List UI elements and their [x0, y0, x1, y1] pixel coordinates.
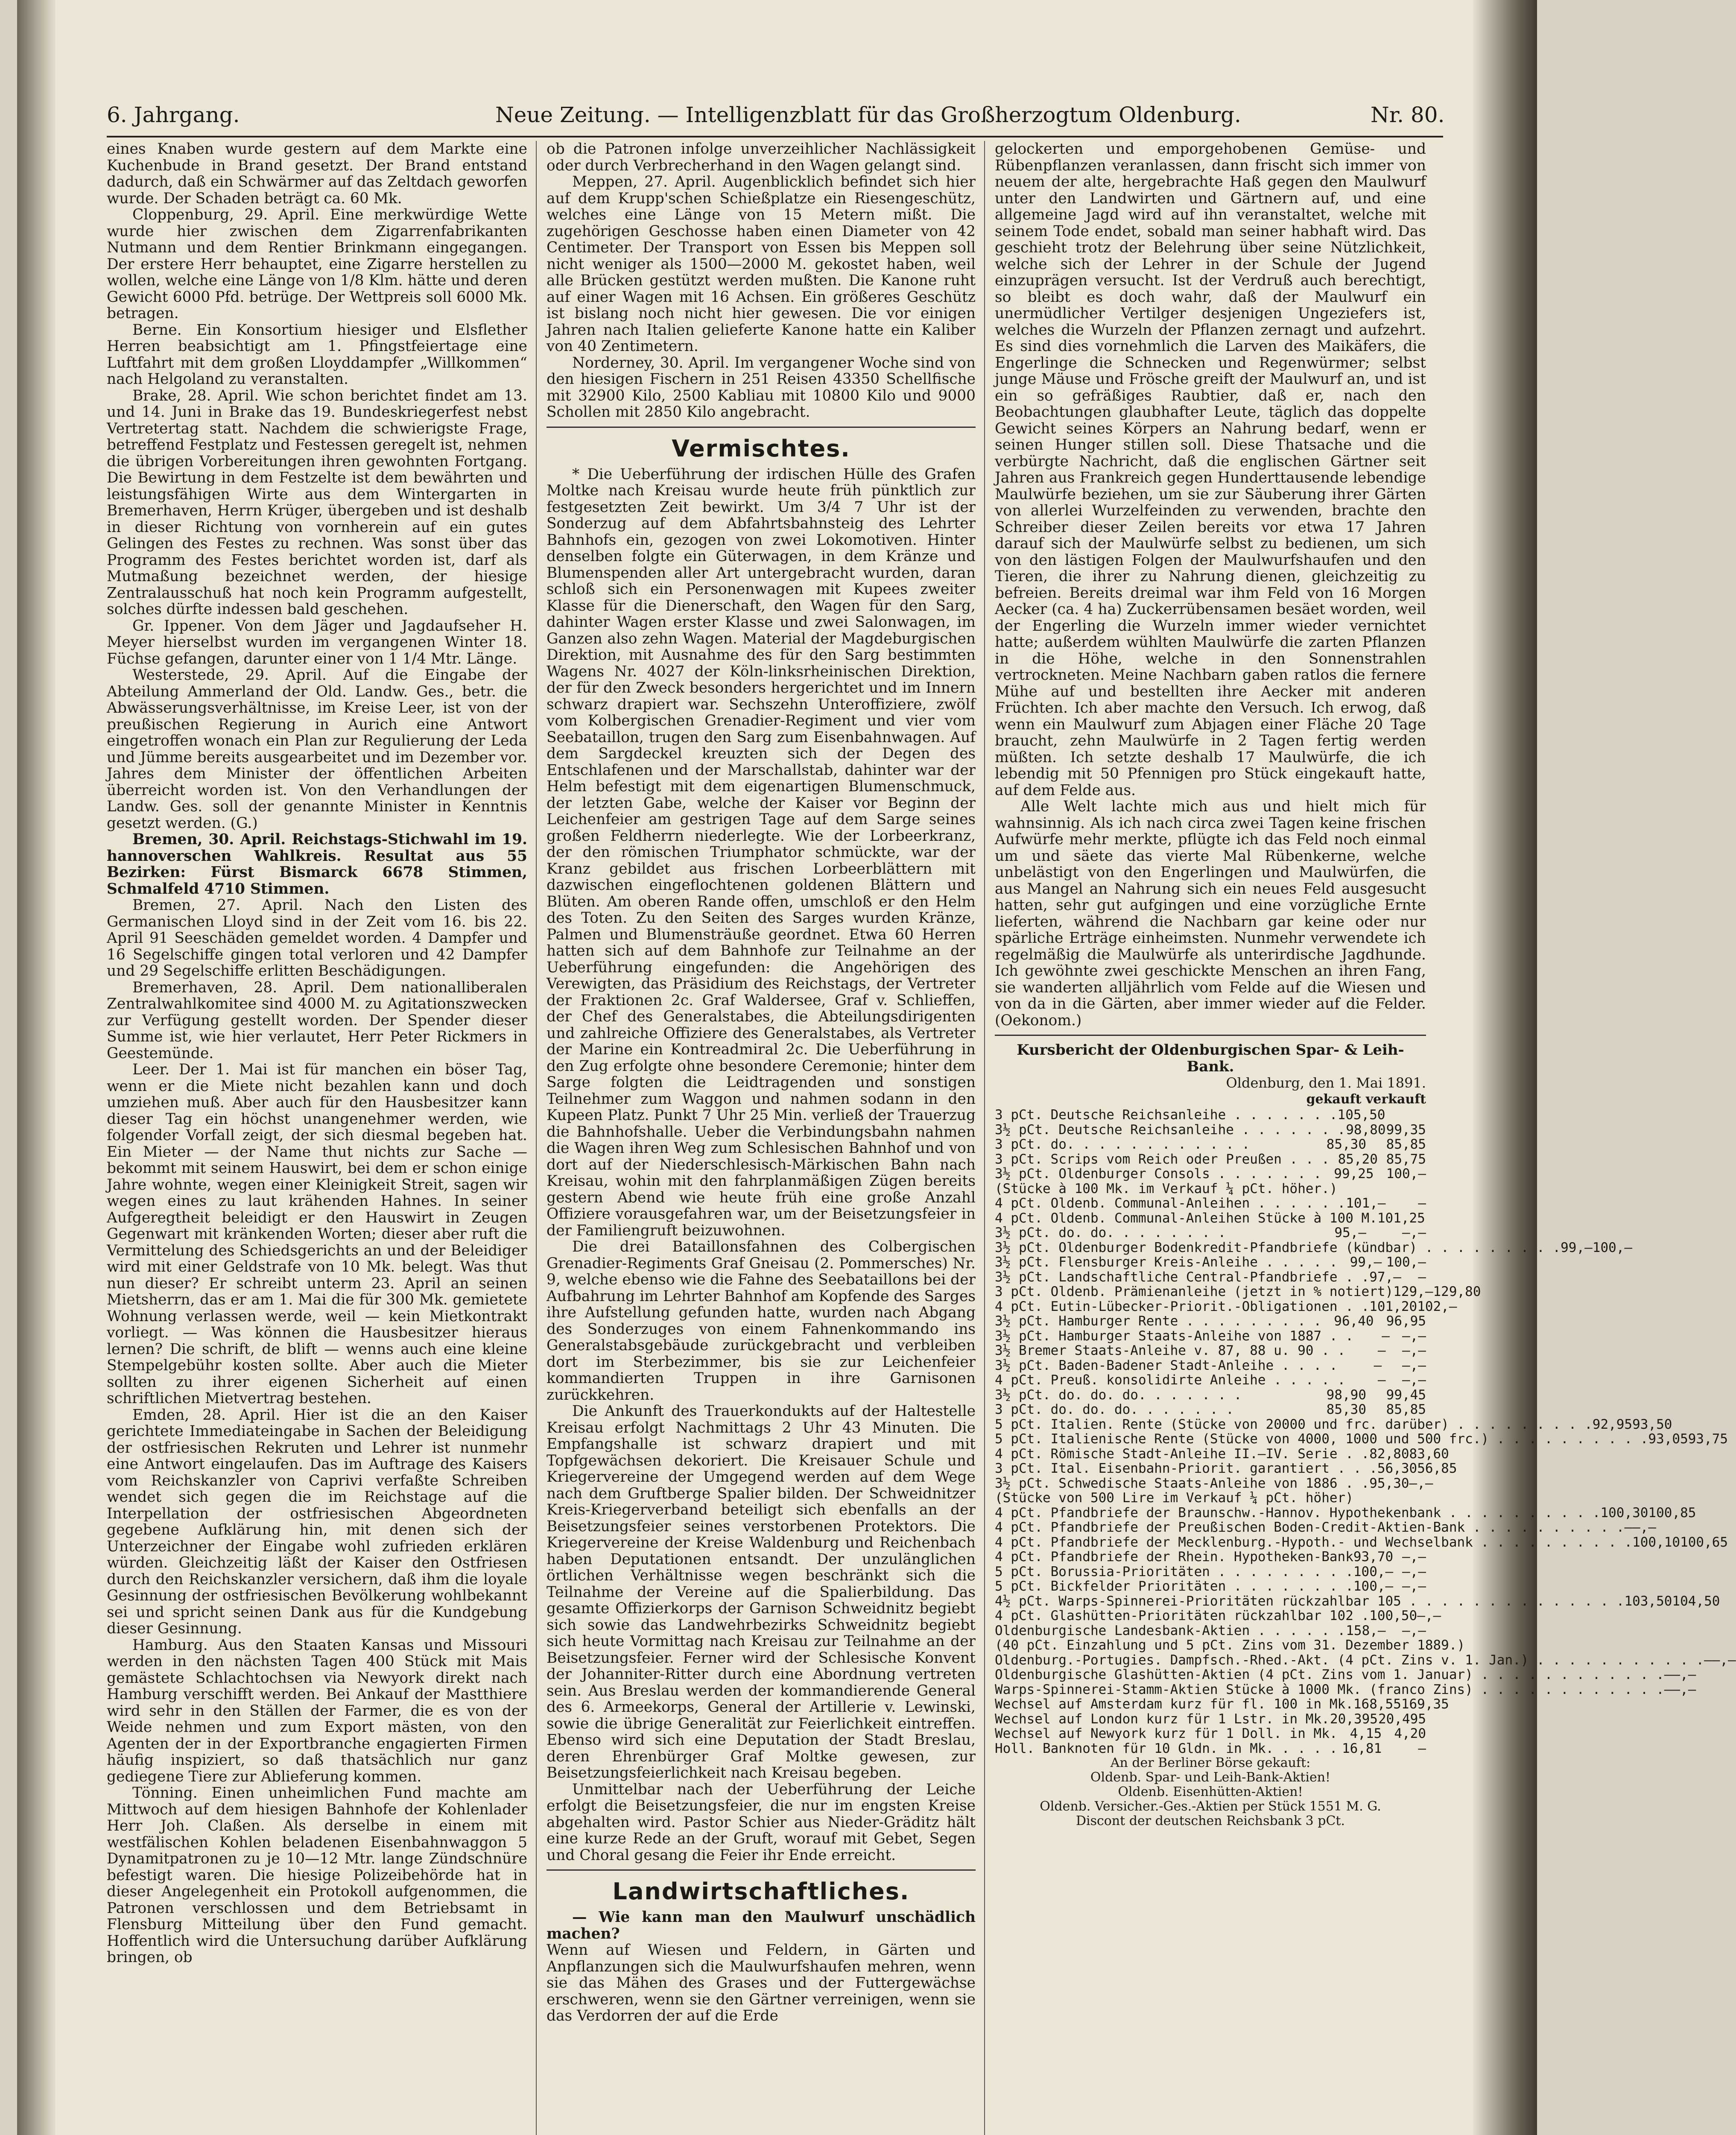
- sold-price: 100,—: [1592, 1240, 1633, 1255]
- security-name: 4 pCt. Oldenb. Communal-Anleihen . . . . . .: [995, 1196, 1346, 1211]
- security-name: 3 pCt. do. . . . . . . . . . . .: [995, 1137, 1250, 1152]
- security-name: (Stücke von 500 Lire im Verkauf ¼ pCt. höher): [995, 1490, 1353, 1506]
- table-row: [995, 1565, 1426, 1579]
- security-name: 3½ pCt. Schwedische Staats-Anleihe von 1886 . .: [995, 1475, 1370, 1491]
- article-bremen: Bremen, 27. April. Nach den Listen des Germanischen Lloyd sind in der Zeit vom 16. bis 22. April 91 Seeschäden gemeldet worden. 4 Dampfer und 16 Segelschiffe gingen total verloren und 42 Dampfer und 29 Segelschiffe erlitten Beschädigungen.: [107, 897, 527, 980]
- column-1: [107, 141, 527, 2135]
- sold-price: 56,85: [1417, 1461, 1457, 1476]
- bought-price: 95,—: [1334, 1225, 1366, 1240]
- security-name: 4 pCt. Pfandbriefe der Braunschw.-Hannov. Hypothekenbank . . . . . . . . . .: [995, 1505, 1601, 1521]
- bought-price: 99,—: [1350, 1255, 1382, 1270]
- sold-price: [1390, 1491, 1426, 1506]
- table-row: [995, 1491, 1426, 1506]
- sold-price: —: [1418, 1740, 1426, 1756]
- table-row: [995, 1182, 1426, 1196]
- table-row: [995, 1534, 1728, 1550]
- security-name: 3 pCt. Deutsche Reichsanleihe . . . . . . .: [995, 1107, 1338, 1123]
- security-name: 3½ pCt. Flensburger Kreis-Anleihe . . . . .: [995, 1255, 1338, 1270]
- book-gutter: [17, 0, 56, 2135]
- column-divider: [536, 141, 537, 2135]
- sold-price: 83,60: [1409, 1446, 1449, 1462]
- security-name: 4 pCt. Eutin-Lübecker-Priorit.-Obligationen . .: [995, 1299, 1370, 1314]
- table-row: [995, 1638, 1465, 1653]
- bought-price: [1338, 1182, 1382, 1196]
- bought-price: —: [1664, 1667, 1672, 1682]
- section-rule: [547, 427, 976, 428]
- sold-price: —,—: [1402, 1623, 1426, 1638]
- table-row: [995, 1475, 1433, 1491]
- bought-price: 98,90: [1326, 1387, 1366, 1403]
- table-row: [995, 1314, 1426, 1329]
- article-maulwurf-continued: gelockerten und emporgehobenen Gemüse- und Rübenpflanzen veranlassen, dann frischt sich immer von neuem der alte, hergebrachte Haß gegen den Maulwurf unter den Landwirten und Gärtnern auf, und eine allgemeine Jagd wird auf ihn veranstaltet, welche mit seinem Tode endet, sobald man seiner habhaft wird. Das geschieht trotz der Belehrung über seine Nützlichkeit, welche sich der Lehrer in der Schule der Jugend einzuprägen versucht. Ist der Verdruß auch berechtigt, so bleibt es doch wahr, daß der Maulwurf ein unermüdlicher Vertilger desjenigen Ungeziefers ist, welches die Wurzeln der Pflanzen zernagt und aufzehrt. Es sind dies vornehmlich die Larven des Maikäfers, die Engerlinge die Schnecken und Regenwürmer; selbst junge Mäuse und Frösche greift der Maulwurf an, und ist ein so gefräßiges Raubtier, daß er, nach den Beobachtungen glaubhafter Leute, täglich das doppelte Gewicht seines Körpers an Nahrung bedarf, wenn er seinen Hunger stillen soll. Diese Thatsache und die verbürgte Nachricht, daß die englischen Gärtner seit Jahren aus Frankreich gegen Hunderttausende lebendige Maulwürfe beziehen, um sie zur Säuberung ihrer Gärten von allerlei Wurzelfeinden zu verwenden, brachte den Schreiber dieser Zeilen bereits vor etwa 17 Jahren darauf sich der Maulwürfe selbst zu bedienen, um sich von den lästigen Folgen der Maulwurfshaufen und den Tieren, die ihrer zu Nahrung dienen, gleichzeitig zu befreien. Bereits dreimal war ihm Feld von 16 Morgen Aecker (ca. 4 ha) Zuckerrübensamen besäet worden, weil der Engerling die Wurzeln immer wieder vernichtet hatte; außerdem wühlten Maulwürfe die zarten Pflanzen in die Höhe, welche in den Sonnenstrahlen vertrockneten. Meine Nachbarn gaben ratlos die fernere Mühe auf und bestellten ihre Aecker mit anderen Früchten. Ich aber machte den Versuch. Ich erwog, daß wenn ein Maulwurf zum Abjagen einer Fläche 20 Tage braucht, zehn Maulwürfe in 2 Tagen fertig werden müßten. Ich setzte deshalb 17 Maulwürfe, die ich lebendig mit 50 Pfennigen pro Stück eingekauft hatte, auf dem Felde aus.: [995, 140, 1426, 799]
- article-moltke-transfer: * Die Ueberführung der irdischen Hülle des Grafen Moltke nach Kreisau wurde heute früh pünktlich zur festgesetzten Zeit bewirkt. Um 3/4 7 Uhr ist der Sonderzug auf dem Abfahrtsbahnsteig des Lehrter Bahnhofs ein, gezogen von zwei Lokomotiven. Hinter denselben folgte ein Güterwagen, in dem Kränze und Blumenspenden aller Art untergebracht wurden, daran schloß sich ein Personenwagen mit Kupees zweiter Klasse für die Dienerschaft, den Wagen für den Sarg, dahinter Wagen erster Klasse und zwei Salonwagen, im Ganzen also zehn Wagen. Material der Magdeburgischen Direktion, mit Ausnahme des für den Sarg bestimmten Wagens Nr. 4027 der Köln-linksrheinischen Direktion, der für den Zweck besonders hergerichtet und im Innern schwarz drapiert war. Sechszehn Unteroffiziere, zwölf vom Kolbergischen Grenadier-Regiment und vier vom Seebataillon, trugen den Sarg zum Eisenbahnwagen. Auf dem Sargdeckel kreuzten sich der Degen des Entschlafenen und der Marschallstab, dahinter war der Helm befestigt mit dem eigenartigen Blumenschmuck, der letzten Gabe, welche der Kaiser vor Beginn der Leichenfeier am gestrigen Tage auf dem Sarge seines großen Feldherrn niederlegte. Wie der Lorbeerkranz, der den römischen Triumphator schmückte, war der Kranz gebildet aus frischen Lorbeerblättern mit dazwischen eingeflochtenen goldenen Blättern und Blüten. Am oberen Rande offen, umschloß er den Helm des Toten. Zu den Seiten des Sarges wurden Kränze, Palmen und Blumensträuße geordnet. Etwa 60 Herren hatten sich auf dem Bahnhofe zur Teilnahme an der Ueberführung eingefunden: die Angehörigen des Verewigten, das Präsidium des Reichstags, der Vertreter der Fraktionen 2c. Graf Waldersee, Graf v. Schlieffen, der Chef des Generalstabes, die Abteilungsdirigenten und zahlreiche Offiziere des Generalstabes, als Vertreter der Marine ein Kontreadmiral 2c. Die Ueberführung in den Zug erfolgte ohne besondere Ceremonie; hinter dem Sarge folgten die Leidtragenden und sonstigen Teilnehmer zum Waggon und nahmen sodann in den Kupeen Platz. Punkt 7 Uhr 25 Min. verließ der Trauerzug die Bahnhofshalle. Ueber die Verbindungsbahn nahmen die Wagen ihren Weg zum Schlesischen Bahnhof und von dort auf der Niederschlesisch-Märkischen Bahn nach Kreisau, wohin mit den fahrplanmäßigen Zügen bereits gestern Abend wie heute früh eine große Anzahl Offiziere vorausgefahren war, um der Beisetzungsfeier in der Familiengruft beizuwohnen.: [547, 465, 976, 1239]
- article-paragraph: ob die Patronen infolge unverzeihlicher Nachlässigkeit oder durch Verbrecherhand in den Wagen gelangt sind.: [547, 140, 976, 174]
- article-leer: Leer. Der 1. Mai ist für manchen ein böser Tag, wenn er die Miete nicht bezahlen kann und doch umziehen muß. Aber auch für den Hausbesitzer kann dieser Tag ein höchst unangenehmer werden, wie folgender Vorfall zeigt, der sich diesmal begeben hat. Ein Mieter — der Name thut nichts zur Sache — bekommt mit seinem Hauswirt, bei dem er schon einige Jahre wohnte, wegen einer Kleinigkeit Streit, sagen wir wegen eines zu laut krähenden Hahnes. In seiner Aufgeregtheit beleidigt er den Hauswirt in Zeugen Gegenwart mit kränkenden Worten; dieser aber ruft die Vermittelung des Schiedsgerichts an und der Beleidiger wird mit einer Geldstrafe von 10 Mk. belegt. Was thut nun dieser? Er schreibt unterm 23. April an seinen Mietsherrn, das er am 1. Mai die für 300 Mk. gemietete Wohnung verlassen werde, weil — kein Mietkontrakt vorliegt. — Was können die Hausbesitzer hieraus lernen? Die schrift, de blift — wenns auch eine kleine Stempelgebühr kosten sollte. Aber auch die Mieter sollten zu ihrer eigenen Sicherheit auf einen schriftlichen Mietvertrag bestehen.: [107, 1061, 527, 1407]
- bought-price: 20,395: [1330, 1711, 1378, 1727]
- security-name: 4 pCt. Pfandbriefe der Mecklenburg.-Hypoth.- und Wechselbank . . . . . . . . . .: [995, 1534, 1633, 1550]
- sold-price: 85,85: [1386, 1402, 1426, 1417]
- bought-price: 105,50: [1337, 1107, 1385, 1123]
- bought-price: 99,25: [1334, 1166, 1374, 1182]
- sold-price: 104,50: [1672, 1593, 1720, 1609]
- table-row: [995, 1255, 1426, 1270]
- sold-price: —,—: [1417, 1608, 1441, 1623]
- table-row: [995, 1520, 1657, 1535]
- table-row: [995, 1270, 1426, 1285]
- bought-price: 85,20: [1338, 1151, 1378, 1167]
- bought-price: 100,50: [1369, 1608, 1417, 1623]
- article-emden: Emden, 28. April. Hier ist die an den Kaiser gerichtete Immediateingabe in Sachen der Beleidigung der ostfriesischen Rekruten und Lehrer ist nunmehr eine Antwort eingelaufen. Das im Auftrage des Kaisers vom Reichskanzler von Caprivi verfaßte Schreiben wendet sich gegen die im Reichstage auf die Interpellation der ostfriesischen Abgeordneten gegebene Aufklärung hin, mit denen sich der Unterzeichner der Eingabe wohl zufrieden erklären würden. Gleichzeitig läßt der Kaiser den Ostfriesen durch den Reichskanzler versichern, daß ihm die loyale Gesinnung der ostfriesischen Bevölkerung wohlbekannt sei und spricht seinen Dank aus für die Kundgebung dieser Gesinnung.: [107, 1406, 527, 1637]
- security-name: Wechsel auf Amsterdam kurz für fl. 100 in Mk.: [995, 1696, 1353, 1712]
- table-row: [995, 1623, 1426, 1638]
- security-name: 4 pCt. Preuß. konsolidirte Anleihe . . . . .: [995, 1372, 1346, 1388]
- sold-price: 100,85: [1648, 1505, 1696, 1521]
- table-row: [995, 1108, 1426, 1123]
- table-row: [995, 1431, 1728, 1447]
- bought-price: —: [1377, 1372, 1386, 1388]
- article-bataillonsfahnen: Die drei Bataillonsfahnen des Colbergischen Grenadier-Regiments Graf Gneisau (2. Pommersches) Nr. 9, welche ebenso wie die Fahne des Seebataillons bei der Aufbahrung im Lehrter Bahnhof am Kopfende des Sarges ihre Aufstellung gefunden hatte, wurden nach Abgang des Sonderzuges von einem Fahnenkommando ins Generalstabsgebäude zurückgebracht und verbleiben dort im Sterbezimmer, bis sie zur Leichenfeier kommandierten Truppen in ihre Garnisonen zurückkehren.: [547, 1238, 976, 1404]
- sold-price: 100,—: [1386, 1255, 1426, 1270]
- article-norderney: Norderney, 30. April. Im vergangener Woche sind von den hiesigen Fischern in 251 Reisen 43350 Schellfische mit 32900 Kilo, 2500 Kabliau mit 10800 Kilo und 9000 Schollen mit 2850 Kilo angebracht.: [547, 354, 976, 421]
- article-gr-ippener: Gr. Ippener. Von dem Jäger und Jagdaufseher H. Meyer hierselbst wurden im vergangenen Winter 18. Füchse gefangen, darunter einer von 1 1/4 Mtr. Länge.: [107, 617, 527, 667]
- article-berne: Berne. Ein Konsortium hiesiger und Elsflether Herren beabsichtigt am 1. Pfingstfeiertage eine Luftfahrt mit dem großen Lloyddampfer „Willkommen“ nach Helgoland zu veranstalten.: [107, 321, 527, 388]
- table-row: [995, 1579, 1426, 1594]
- sold-price: —,—: [1402, 1328, 1426, 1344]
- security-name: 4½ pCt. Warps-Spinnerei-Prioritäten rückzahlbar 105 . . . . . . . . . . . . . .: [995, 1593, 1625, 1609]
- bought-price: 158,—: [1346, 1623, 1386, 1638]
- sold-price: 100,65: [1680, 1534, 1728, 1550]
- security-name: 3½ pCt. Hamburger Staats-Anleihe von 1887 . .: [995, 1328, 1353, 1344]
- article-cloppenburg: Cloppenburg, 29. April. Eine merkwürdige Wette wurde hier zwischen dem Zigarrenfabrikanten Nutmann und dem Rentier Brinkmann eingegangen. Der erstere Herr behauptet, eine Zigarre herstellen zu wollen, welche eine Länge von 1/8 Klm. hätte und deren Gewicht 6000 Pfd. betrüge. Der Wettpreis soll 6000 Mk. betragen.: [107, 206, 527, 322]
- security-name: 5 pCt. Italienische Rente (Stücke von 4000, 1000 und 500 frc.) . . . . . . . . . .: [995, 1431, 1648, 1447]
- table-row: [995, 1123, 1426, 1138]
- bought-price: —: [1382, 1328, 1390, 1344]
- sold-price: [1425, 1211, 1426, 1226]
- bought-price: [1353, 1491, 1390, 1506]
- sold-price: 96,95: [1386, 1313, 1426, 1329]
- security-name: 3½ pCt. do. do. do. . . . . . .: [995, 1387, 1242, 1403]
- table-row: [995, 1299, 1457, 1314]
- table-row: [995, 1696, 1449, 1712]
- bought-price: 95,30: [1369, 1475, 1409, 1491]
- bought-price: 100,—: [1353, 1564, 1394, 1579]
- security-name: 4 pCt. Pfandbriefe der Preußischen Boden-Credit-Aktien-Bank . . . . . . . . . .: [995, 1520, 1625, 1535]
- security-name: 5 pCt. Borussia-Prioritäten . . . . . . . . .: [995, 1564, 1353, 1579]
- bought-price: 96,40: [1334, 1313, 1374, 1329]
- sold-price: 129,80: [1433, 1284, 1481, 1299]
- bought-price: 100,—: [1353, 1579, 1394, 1594]
- security-name: (40 pCt. Einzahlung und 5 pCt. Zins vom 31. Dezember 1889.): [995, 1638, 1465, 1653]
- article-toenning: Tönning. Einen unheimlichen Fund machte am Mittwoch auf dem hiesigen Bahnhofe der Kohlenlader Herr Joh. Claßen. Als derselbe in einem mit westfälischen Kohlen beladenen Eisenbahnwaggon 5 Dynamitpatronen zu je 10—12 Mtr. lange Zündschnüre befestigt waren. Die hiesige Polizeibehörde hat in dieser Angelegenheit ein Protokoll aufgenommen, die Patronen verschlossen und dem Betriebsamt in Flensburg Mitteilung über den Fund gemacht. Hoffentlich wird die Untersuchung darüber Aufklärung bringen, ob: [107, 1784, 527, 1966]
- security-name: 4 pCt. Römische Stadt-Anleihe II.—IV. Serie . .: [995, 1446, 1370, 1462]
- section-rule: [547, 1869, 976, 1871]
- security-name: 3½ pCt. Landschaftliche Central-Pfandbriefe . .: [995, 1269, 1370, 1285]
- article-paragraph: eines Knaben wurde gestern auf dem Markte eine Kuchenbude in Brand gesetzt. Der Brand entstand dadurch, daß ein Schwärmer auf das Zeltdach geworfen wurde. Der Schaden beträgt ca. 60 Mk.: [107, 140, 527, 207]
- bought-price: 16,81: [1341, 1740, 1382, 1756]
- article-maulwurf-conclusion: Alle Welt lachte mich aus und hielt mich für wahnsinnig. Als ich nach circa zwei Tagen keine frischen Aufwürfe mehr merkte, pflügte ich das Feld noch einmal um und säete das vierte Mal Rübenkerne, welche unbelästigt von den Engerlingen und Maulwürfen, die aus Mangel an Nahrung sich ein neues Feld ausgesucht hatten, sehr gut aufgingen und eine vorzügliche Ernte lieferten, während die Nachbarn gar keine oder nur spärliche Erträge einheimsten. Nunmehr verwendete ich regelmäßig die Maulwürfe als unterirdische Jagdhunde. Ich gewöhnte zwei geschickte Menschen an ihren Fang, sie wanderten alljährlich vom Felde auf die Wiesen und von da in die Gärten, aber immer wieder auf die Felder. (Oekonom.): [995, 798, 1426, 1029]
- security-name: Wechsel auf Newyork kurz für 1 Doll. in Mk.: [995, 1726, 1338, 1741]
- market-report-footer: [995, 1756, 1426, 1828]
- market-report-date: Oldenburg, den 1. Mai 1891.: [1226, 1075, 1426, 1091]
- sold-price: [1382, 1182, 1426, 1196]
- security-name: 5 pCt. Italien. Rente (Stücke von 20000 und frc. darüber) . . . . . . . . .: [995, 1416, 1593, 1432]
- column-divider: [984, 141, 985, 2135]
- table-row: [995, 1608, 1441, 1623]
- article-kreisau-arrival: Die Ankunft des Trauerkondukts auf der Haltestelle Kreisau erfolgt Nachmittags 2 Uhr 43 Minuten. Die Empfangshalle ist schwarz drapiert und mit Topfgewächsen dekoriert. Die Kreisauer Schule und Kriegervereine der Umgegend werden auf dem Wege nach dem Gruftberge Spalier bilden. Der Schweidnitzer Kreis-Kriegerverband beteiligt sich ebenfalls an der Beisetzungsfeier seines verstorbenen Protektors. Die Kriegervereine der Kreise Waldenburg und Reichenbach haben Deputationen entsandt. Der unzulänglichen örtlichen Verhältnisse wegen beschränkt sich die Teilnahme der Vereine auf die Spalierbildung. Das gesamte Offizierkorps der Garnison Schweidnitz begiebt sich sowie das Landwehrbezirks Schweidnitz begiebt sich heute Vormittag nach Kreisau zur Teilnahme an der Beisetzungsfeier. Ferner wird der Schlesische Konvent der Johanniter-Ritter durch eine Abordnung vertreten sein. Aus Breslau werden der kommandierende General des 6. Armeekorps, General der Artillerie v. Lewinski, sowie die übrige Generalität zur Feierlichkeit eintreffen. Ebenso wird sich eine Deputation der Stadt Breslau, deren Ehrenbürger Graf Moltke gewesen, zur Beisetzungsfeierlichkeit nach Kreisau begeben.: [547, 1403, 976, 1781]
- security-name: Oldenburgische Landesbank-Aktien . . . . . .: [995, 1623, 1346, 1638]
- table-row: [995, 1682, 1696, 1697]
- security-name: 3 pCt. do. do. do. . . . . . .: [995, 1402, 1234, 1417]
- security-name: 3½ pCt. Hamburger Rente . . . . . . . . .: [995, 1313, 1322, 1329]
- security-name: 4 pCt. Glashütten-Prioritäten rückzahlbar 102 .: [995, 1608, 1370, 1623]
- article-subtitle-maulwurf: — Wie kann man den Maulwurf unschädlich machen?: [547, 1909, 976, 1942]
- sold-price: 4,20: [1394, 1726, 1426, 1741]
- table-row: [995, 1329, 1426, 1344]
- sold-price: 100,—: [1386, 1166, 1426, 1182]
- sold-price: 20,495: [1378, 1711, 1426, 1727]
- table-row: [995, 1726, 1426, 1741]
- bought-price: 101,25: [1377, 1210, 1425, 1226]
- article-meppen: Meppen, 27. April. Augenblicklich befindet sich hier auf dem Krupp'schen Schießplatze ein Riesengeschütz, welches eine Länge von 15 Metern mißt. Die zugehörigen Geschosse haben einen Diameter von 42 Centimeter. Der Transport von Essen bis Meppen soll nicht weniger als 1500—2000 M. gekostet haben, weil alle Brücken gestützt werden mußten. Die Kanone ruht auf einer Wagen mit 16 Achsen. Ein größeres Geschütz ist bislang noch nicht hier gewesen. Die vor einigen Jahren nach Italien gelieferte Kanone hatte ein Kaliber von 40 Zentimetern.: [547, 173, 976, 355]
- table-row: [995, 1593, 1720, 1609]
- security-name: 3½ pCt. Oldenburger Bodenkredit-Pfandbriefe (kündbar) . . . . . . . . .: [995, 1240, 1561, 1255]
- table-row: [995, 1712, 1426, 1727]
- bought-price: 93,05: [1648, 1431, 1688, 1447]
- footer-line: Oldenb. Versicher.-Ges.-Aktien per Stück 1551 M. G.: [1040, 1799, 1381, 1814]
- table-row: [995, 1402, 1426, 1417]
- bought-price: 4,15: [1350, 1726, 1382, 1741]
- bought-price: 92,95: [1592, 1416, 1633, 1432]
- section-rule: [995, 1035, 1426, 1036]
- security-name: 5 pCt. Bickfelder Prioritäten . . . . . . . .: [995, 1579, 1353, 1594]
- sold-price: —,—: [1402, 1225, 1426, 1240]
- security-name: Warps-Spinnerei-Stamm-Aktien Stücke à 1000 Mk. (franco Zins) . . . . . . . . . . . .: [995, 1682, 1664, 1697]
- column-2: [547, 141, 976, 2135]
- security-name: (Stücke à 100 Mk. im Verkauf ¼ pCt. höher.): [995, 1181, 1338, 1196]
- bought-price: —: [1377, 1343, 1386, 1358]
- market-report-title: Kursbericht der Oldenburgischen Spar- & Leih-Bank.: [1017, 1041, 1404, 1075]
- bought-price: 100,10: [1632, 1534, 1680, 1550]
- table-row: [995, 1137, 1426, 1152]
- table-row: [995, 1505, 1696, 1521]
- security-name: Wechsel auf London kurz für 1 Lstr. in Mk.: [995, 1711, 1330, 1727]
- table-row: [995, 1416, 1672, 1432]
- bought-price: 56,30: [1377, 1461, 1417, 1476]
- bought-price: 168,55: [1353, 1696, 1401, 1712]
- bought-price: 82,80: [1369, 1446, 1409, 1462]
- header-title: Neue Zeitung. — Intelligenzblatt für das Großherzogtum Oldenburg.: [495, 102, 1241, 127]
- bought-price: 85,30: [1326, 1137, 1366, 1152]
- header-volume: 6. Jahrgang.: [107, 102, 240, 127]
- market-report-column-header: gekauft verkauft: [1306, 1091, 1426, 1107]
- sold-price: —,—: [1632, 1520, 1657, 1535]
- security-name: 3 pCt. Ital. Eisenbahn-Priorit. garantiert . . .: [995, 1461, 1377, 1476]
- column-3: [995, 140, 1736, 2135]
- bought-price: 99,—: [1561, 1240, 1593, 1255]
- sold-price: —,—: [1402, 1372, 1426, 1388]
- security-name: 3½ Bremer Staats-Anleihe v. 87, 88 u. 90 . .: [995, 1343, 1346, 1358]
- table-row: [995, 1284, 1481, 1299]
- newspaper-page: [17, 0, 1736, 2135]
- security-name: Oldenburgische Glashütten-Aktien (4 pCt. Zins vom 1. Januar) . . . . . . . . . . . .: [995, 1667, 1664, 1682]
- security-name: 3½ pCt. Oldenburger Consols . . . . . . .: [995, 1166, 1322, 1182]
- security-name: 3½ pCt. Baden-Badener Stadt-Anleihe . . . .: [995, 1357, 1338, 1373]
- sold-price: 93,75: [1688, 1431, 1728, 1447]
- sold-price: —,—: [1402, 1549, 1426, 1565]
- sold-price: —,—: [1402, 1579, 1426, 1594]
- security-name: 3 pCt. Oldenb. Prämienanleihe (jetzt in % notiert): [995, 1284, 1394, 1299]
- sold-price: 93,50: [1632, 1416, 1672, 1432]
- table-row: [995, 1167, 1426, 1182]
- bought-price: 103,50: [1624, 1593, 1672, 1609]
- bought-price: 101,20: [1369, 1299, 1417, 1314]
- footer-line: An der Berliner Börse gekauft:: [1110, 1755, 1311, 1770]
- table-row: [995, 1225, 1426, 1240]
- bought-price: 100,30: [1600, 1505, 1648, 1521]
- section-title-landwirtschaftliches: Landwirtschaftliches.: [612, 1878, 910, 1905]
- table-row: [995, 1550, 1426, 1565]
- sold-price: —,—: [1402, 1564, 1426, 1579]
- security-name: Holl. Banknoten für 10 Gldn. in Mk. . . . .: [995, 1740, 1338, 1756]
- sold-price: 85,75: [1386, 1151, 1426, 1167]
- table-row: [995, 1343, 1426, 1358]
- sold-price: 169,35: [1401, 1696, 1449, 1712]
- table-row: [995, 1211, 1426, 1226]
- sold-price: —: [1418, 1196, 1426, 1211]
- bought-price: —: [1704, 1652, 1712, 1668]
- sold-price: —: [1418, 1269, 1426, 1285]
- bought-price: 101,—: [1346, 1196, 1386, 1211]
- table-row: [995, 1446, 1449, 1462]
- article-bremerhaven: Bremerhaven, 28. April. Dem nationalliberalen Zentralwahlkomitee sind 4000 M. zu Agitationszwecken zur Verfügung gestellt worden. Der Spender dieser Summe ist, wie hier verlautet, Herr Peter Rickmers in Geestemünde.: [107, 979, 527, 1062]
- table-row: [995, 1373, 1426, 1388]
- table-row: [995, 1240, 1633, 1255]
- section-title-vermischtes: Vermischtes.: [672, 435, 850, 462]
- table-row: [995, 1461, 1457, 1476]
- market-report-table: [995, 1107, 1736, 1756]
- sold-price: 102,—: [1417, 1299, 1457, 1314]
- footer-line: Discont der deutschen Reichsbank 3 pCt.: [1076, 1813, 1345, 1828]
- bought-price: 93,70: [1353, 1549, 1394, 1565]
- article-hamburg: Hamburg. Aus den Staaten Kansas und Missouri werden in den nächsten Tagen 400 Stück mit Mais gemästete Schlachtochsen via Newyork direkt nach Hamburg verschifft werden. Bei Ankauf der Mastthiere wird sehr in den Ställen der Farmer, die es von der Weide nehmen und zum Export mästen, von den Agenten der in der Exportbranche engagierten Firmen häufig inspiziert, so daß thatsächlich nur ganz gediegene Tiere zur Ablieferung kommen.: [107, 1636, 527, 1785]
- table-row: [995, 1652, 1736, 1668]
- bought-price: 98,80: [1346, 1122, 1386, 1138]
- sold-price: —,—: [1402, 1343, 1426, 1358]
- sold-price: 99,45: [1386, 1387, 1426, 1403]
- table-row: [995, 1741, 1426, 1756]
- bought-price: 97,—: [1369, 1269, 1401, 1285]
- sold-price: 85,85: [1386, 1137, 1426, 1152]
- sold-price: —,—: [1672, 1667, 1696, 1682]
- sold-price: —,—: [1672, 1682, 1696, 1697]
- election-result-bulletin: Bremen, 30. April. Reichstags-Stichwahl im 19. hannoverschen Wahlkreis. Resultat aus 55 Bezirken: Fürst Bismarck 6678 Stimmen, Schmalfeld 4710 Stimmen.: [107, 831, 527, 898]
- security-name: 3½ pCt. Deutsche Reichsanleihe . . . . . . .: [995, 1122, 1346, 1138]
- sold-price: —,—: [1712, 1652, 1736, 1668]
- security-name: 3½ pCt. do. do. . . . . . . .: [995, 1225, 1226, 1240]
- article-maulwurf-start: Wenn auf Wiesen und Feldern, in Gärten und Anpflanzungen sich die Maulwurfshaufen mehren, wenn sie das Mähen des Grases und der Futtergewächse erschweren, wenn sie den Gärtner verreinigen, wenn sie das Verdorren der auf die Erde: [547, 1942, 976, 2024]
- article-brake: Brake, 28. April. Wie schon berichtet findet am 13. und 14. Juni in Brake das 19. Bundeskriegerfest nebst Vertretertag statt. Nachdem die schwierigste Frage, betreffend Festplatz und Festessen geregelt ist, nehmen die übrigen Vorbereitungen ihren gewohnten Fortgang. Die Bewirtung in dem Festzelte ist dem bewährten und leistungsfähigen Wirte aus dem Wintergarten in Bremerhaven, Herrn Krüger, übergeben und ist deshalb in dieser Richtung von vornherein auf ein gutes Gelingen des Festes zu rechnen. Was sonst über das Programm des Festes berichtet worden ist, darf als Mutmaßung bezeichnet werden, der hiesige Zentralausschuß hat noch kein Programm aufgestellt, solches dürfte indessen bald geschehen.: [107, 387, 527, 618]
- article-westerstede: Westerstede, 29. April. Auf die Eingabe der Abteilung Ammerland der Old. Landw. Ges., betr. die Abwässerungsverhältnisse, im Kreise Leer, ist von der preußischen Regierung in Aurich eine Antwort eingetroffen wonach ein Plan zur Regulierung der Leda und Jümme bereits ausgearbeitet und im Dezember vor. Jahres dem Minister der öffentlichen Arbeiten überreicht worden ist. Von den Verhandlungen der Landw. Ges. soll der genannte Minister in Kenntnis gesetzt werden. (G.): [107, 667, 527, 832]
- security-name: 3 pCt. Scrips vom Reich oder Preußen . . .: [995, 1151, 1330, 1167]
- sold-price: —,—: [1409, 1475, 1433, 1491]
- article-burial: Unmittelbar nach der Ueberführung der Leiche erfolgt die Beisetzungsfeier, die nur im engsten Kreise abgehalten wird. Pastor Schier aus Nieder-Gräditz hält eine kurze Rede an der Gruft, worauf mit Gebet, Segen und Choral gesang die Feier ihr Ende erreicht.: [547, 1781, 976, 1864]
- header-issue-number: Nr. 80.: [1371, 102, 1445, 127]
- table-row: [995, 1358, 1426, 1373]
- table-row: [995, 1152, 1426, 1167]
- security-name: 4 pCt. Oldenb. Communal-Anleihen Stücke à 100 M.: [995, 1210, 1377, 1226]
- bought-price: —: [1374, 1357, 1382, 1373]
- header-rule: [107, 136, 1443, 137]
- bought-price: 129,—: [1393, 1284, 1433, 1299]
- security-name: 4 pCt. Pfandbriefe der Rhein. Hypotheken-Bank: [995, 1549, 1353, 1565]
- table-row: [995, 1388, 1426, 1403]
- bought-price: —: [1624, 1520, 1633, 1535]
- sold-price: —,—: [1402, 1357, 1426, 1373]
- sold-price: [1385, 1108, 1426, 1123]
- footer-line: Oldenb. Eisenhütten-Aktien!: [1118, 1784, 1303, 1799]
- footer-line: Oldenb. Spar- und Leih-Bank-Aktien!: [1090, 1770, 1331, 1785]
- bought-price: —: [1664, 1682, 1672, 1697]
- bought-price: 85,30: [1326, 1402, 1366, 1417]
- security-name: Oldenburg.-Portugies. Dampfsch.-Rhed.-Akt. (4 pCt. Zins v. 1. Jan.) . . . . . . . . . . .: [995, 1652, 1704, 1668]
- page-edge: [1473, 0, 1537, 2135]
- table-row: [995, 1196, 1426, 1211]
- table-row: [995, 1667, 1696, 1682]
- sold-price: 99,35: [1386, 1122, 1426, 1138]
